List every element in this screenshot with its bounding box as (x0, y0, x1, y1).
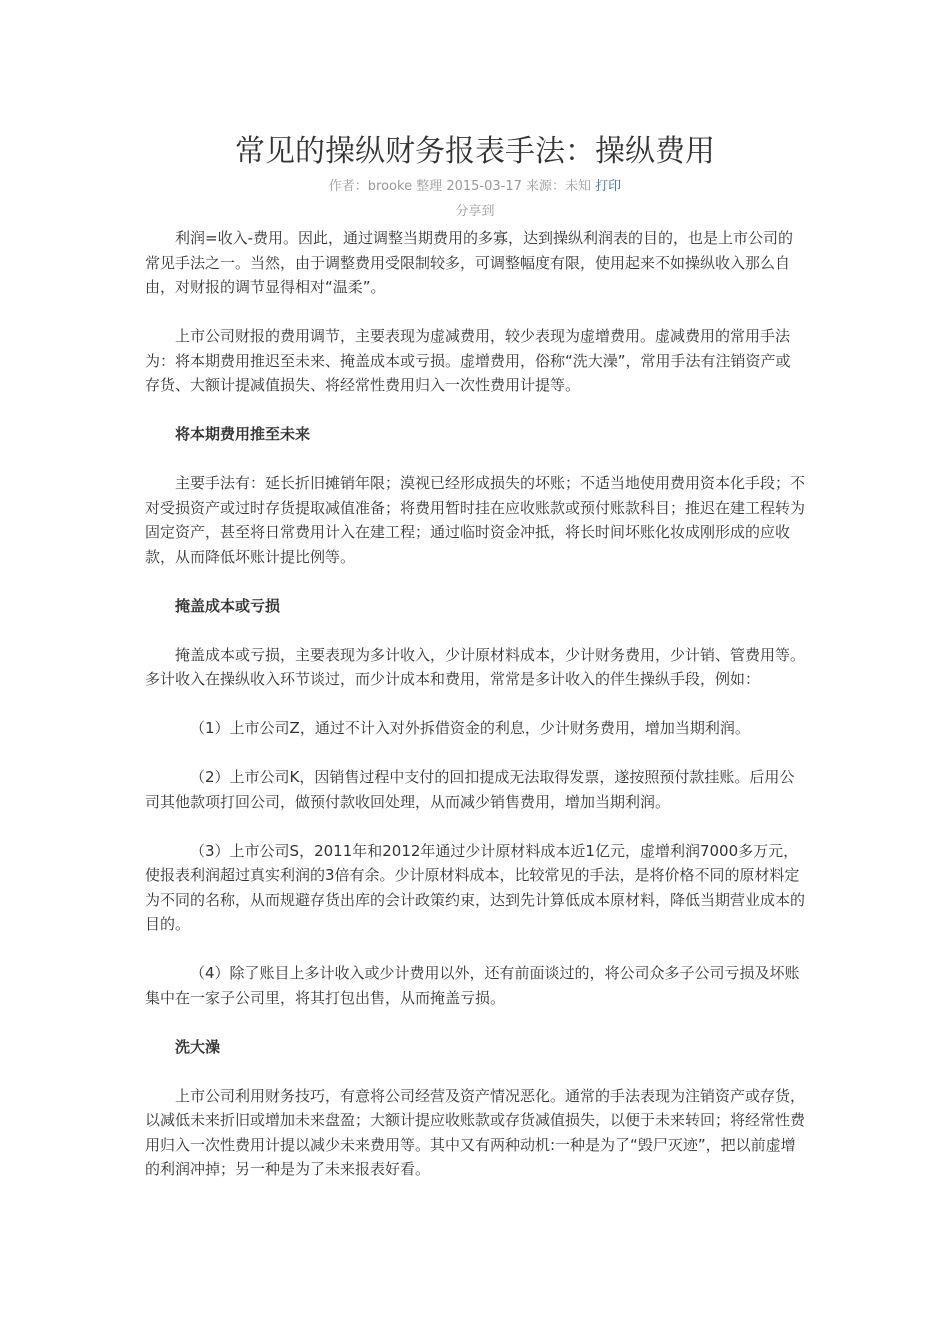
article-body (145, 226, 805, 1206)
paragraph: 利润=收入-费用。因此，通过调整当期费用的多寡，达到操纵利润表的目的，也是上市公司的常见手法之一。当然，由于调整费用受限制较多，可调整幅度有限，使用起来不如操纵收入那么自由，对财报的调节显得相对“温柔”。 (145, 229, 793, 296)
example-item: （3）上市公司S，2011年和2012年通过少计原材料成本近1亿元，虚增利润7000多万元，使报表利润超过真实利润的3倍有余。少计原材料成本，比较常见的手法，是将价格不同的原材料定为不同的名称，从而规避存货出库的会计政策约束，达到先计算低成本原材料，降低当期营业成本的目的。 (145, 841, 806, 933)
example-item: （1）上市公司Z，通过不计入对外拆借资金的利息，少计财务费用，增加当期利润。 (190, 719, 750, 737)
share-label[interactable]: 分享到 (455, 204, 495, 219)
section-heading: 将本期费用推至未来 (175, 425, 311, 443)
article-title: 常见的操纵财务报表手法：操纵费用 (235, 134, 715, 169)
example-item: （4）除了账目上多计收入或少计费用以外，还有前面谈过的，将公司众多子公司亏损及坏账集中在一家子公司里，将其打包出售，从而掩盖亏损。 (145, 964, 800, 1007)
paragraph: 掩盖成本或亏损，主要表现为多计收入，少计原材料成本，少计财务费用，少计销、管费用等。多计收入在操纵收入环节谈过，而少计成本和费用，常常是多计收入的伴生操纵手段，例如： (145, 645, 806, 688)
print-link[interactable]: 打印 (595, 179, 622, 194)
meta-info: 作者：brooke 整理 2015-03-17 来源：未知 (328, 179, 592, 194)
paragraph: 主要手法有：延长折旧摊销年限；漠视已经形成损失的坏账；不适当地使用费用资本化手段；不对受损资产或过时存货提取减值准备；将费用暂时挂在应收账款或预付账款科目；推迟在建工程转为固定资产，甚至将日常费用计入在建工程；通过临时资金冲抵，将长时间坏账化妆成刚形成的应收款，从而降低坏账计提比例等。 (145, 474, 806, 566)
paragraph: 上市公司利用财务技巧，有意将公司经营及资产情况恶化。通常的手法表现为注销资产或存货，以减低未来折旧或增加未来盘盈；大额计提应收账款或存货减值损失，以便于未来转回；将经常性费用归入一次性费用计提以减少未来费用等。其中又有两种动机:一种是为了“毁尸灭迹”，把以前虚增的利润冲掉；另一种是为了未来报表好看。 (145, 1086, 806, 1178)
article-meta (0, 177, 950, 197)
paragraph: 上市公司财报的费用调节，主要表现为虚减费用，较少表现为虚增费用。虚减费用的常用手法为：将本期费用推迟至未来、掩盖成本或亏损。虚增费用，俗称“洗大澡”，常用手法有注销资产或存货、大额计提减值损失、将经常性费用归入一次性费用计提等。 (145, 327, 791, 394)
example-item: （2）上市公司K，因销售过程中支付的回扣提成无法取得发票，遂按照预付款挂账。后用公司其他款项打回公司，做预付款收回处理，从而减少销售费用，增加当期利润。 (145, 768, 795, 811)
section-heading: 掩盖成本或亏损 (175, 596, 281, 615)
section-heading: 洗大澡 (175, 1037, 221, 1056)
